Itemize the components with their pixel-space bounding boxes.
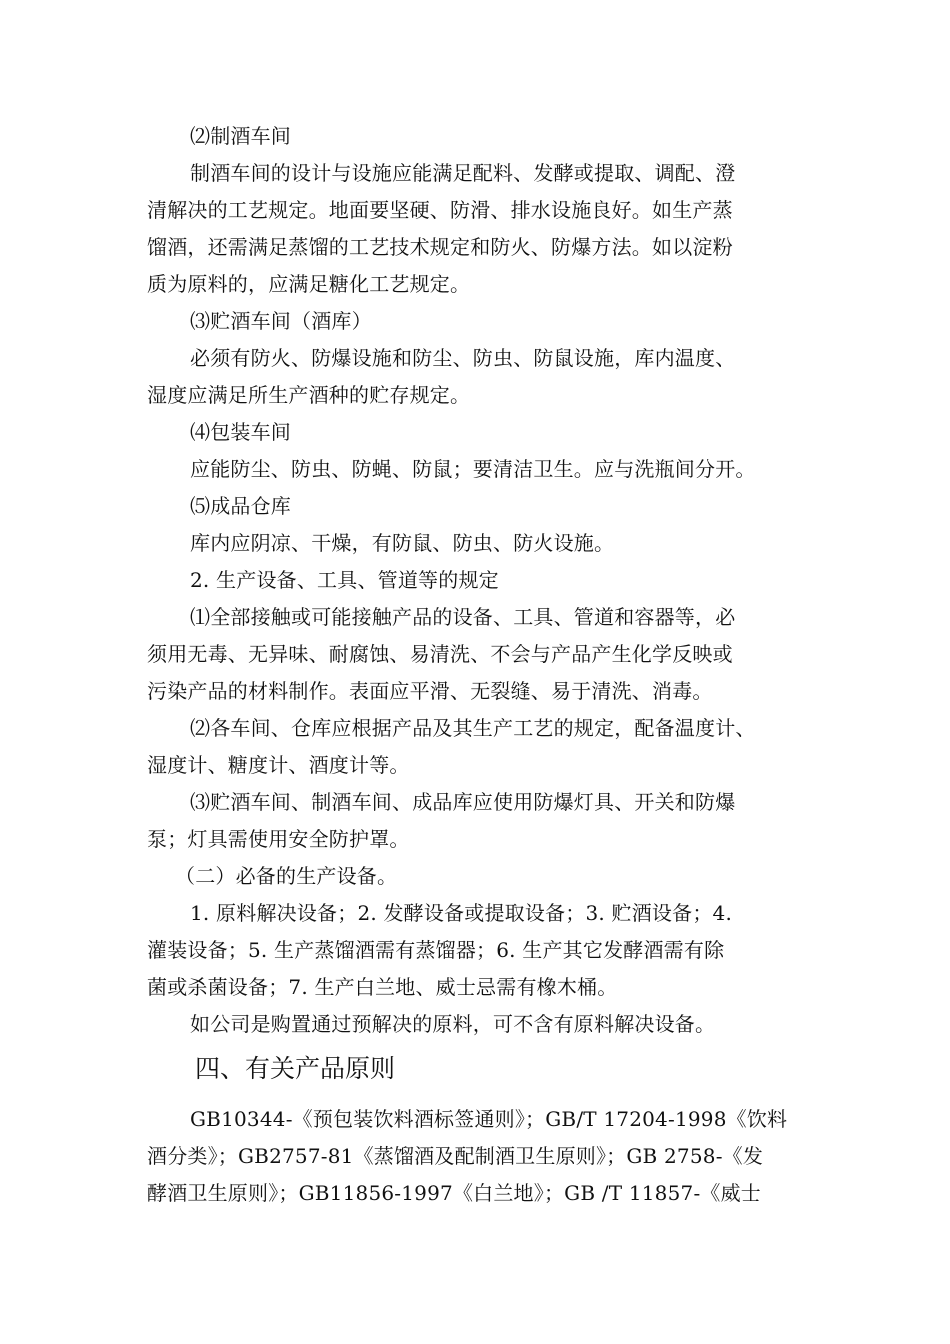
subsection-heading-storage-workshop: ⑶贮酒车间（酒库） [190, 309, 372, 333]
paragraph-line: 灌装设备；5. 生产蒸馏酒需有蒸馏器；6. 生产其它发酵酒需有除 [147, 938, 725, 962]
subsection-heading-brewing-workshop: ⑵制酒车间 [190, 124, 291, 148]
paragraph-line: 湿度计、糖度计、酒度计等。 [147, 753, 410, 777]
paragraph-line: 泵；灯具需使用安全防护罩。 [147, 827, 410, 851]
paragraph-line: GB10344-《预包装饮料酒标签通则》；GB/T 17204-1998《饮料 [190, 1107, 788, 1131]
paragraph-line: 1. 原料解决设备；2. 发酵设备或提取设备；3. 贮酒设备；4. [190, 901, 732, 925]
paragraph-line: 菌或杀菌设备；7. 生产白兰地、威士忌需有橡木桶。 [147, 975, 618, 999]
paragraph-line: 质为原料的，应满足糖化工艺规定。 [147, 272, 471, 296]
subsection-heading-packaging-workshop: ⑷包装车间 [190, 420, 291, 444]
paragraph-line: 应能防尘、防虫、防蝇、防鼠；要清洁卫生。应与洗瓶间分开。 [190, 457, 756, 481]
paragraph-line: ⑴全部接触或可能接触产品的设备、工具、管道和容器等，必 [190, 605, 736, 629]
paragraph-line: 湿度应满足所生产酒种的贮存规定。 [147, 383, 471, 407]
paragraph-line: 污染产品的材料制作。表面应平滑、无裂缝、易于清洗、消毒。 [147, 679, 713, 703]
paragraph-line: 馏酒，还需满足蒸馏的工艺技术规定和防火、防爆方法。如以淀粉 [147, 235, 733, 259]
section-heading-product-standards: 四、有关产品原则 [195, 1054, 396, 1083]
paragraph-line: ⑵各车间、仓库应根据产品及其生产工艺的规定，配备温度计、 [190, 716, 756, 740]
subsection-heading-required-equipment: （二）必备的生产设备。 [175, 864, 398, 888]
paragraph-line: 如公司是购置通过预解决的原料，可不含有原料解决设备。 [190, 1012, 716, 1036]
paragraph-line: 酒分类》；GB2757-81《蒸馏酒及配制酒卫生原则》；GB 2758-《发 [147, 1144, 764, 1168]
paragraph-line: 库内应阴凉、干燥，有防鼠、防虫、防火设施。 [190, 531, 615, 555]
paragraph-line: 必须有防火、防爆设施和防尘、防虫、防鼠设施，库内温度、 [190, 346, 736, 370]
paragraph-line: 清解决的工艺规定。地面要坚硬、防滑、排水设施良好。如生产蒸 [147, 198, 733, 222]
subsection-heading-finished-warehouse: ⑸成品仓库 [190, 494, 291, 518]
section-heading-equipment: 2. 生产设备、工具、管道等的规定 [190, 568, 499, 592]
paragraph-line: 制酒车间的设计与设施应能满足配料、发酵或提取、调配、澄 [190, 161, 736, 185]
paragraph-line: ⑶贮酒车间、制酒车间、成品库应使用防爆灯具、开关和防爆 [190, 790, 736, 814]
paragraph-line: 须用无毒、无异味、耐腐蚀、易清洗、不会与产品产生化学反映或 [147, 642, 733, 666]
paragraph-line: 酵酒卫生原则》；GB11856-1997《白兰地》；GB /T 11857-《威士 [147, 1181, 762, 1205]
